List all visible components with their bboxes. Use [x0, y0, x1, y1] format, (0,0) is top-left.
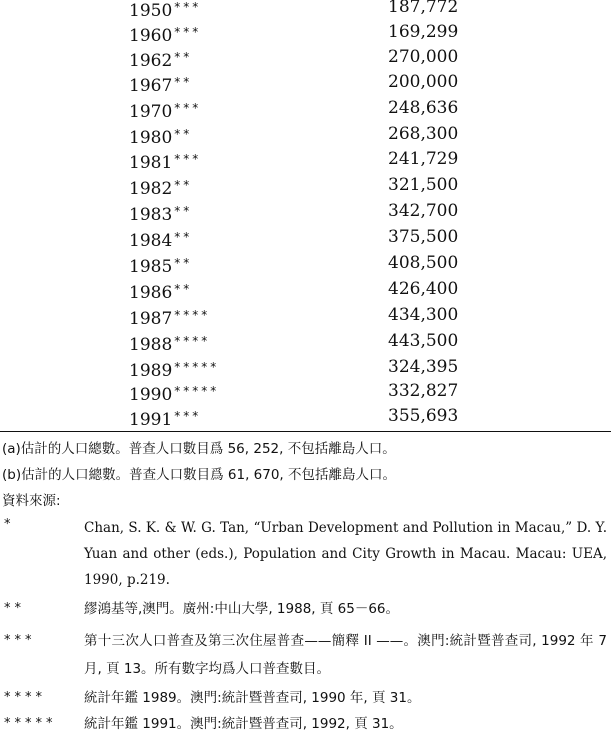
- source-marker: ***: [174, 409, 202, 423]
- table-row: [0, 0, 611, 21]
- source-marker: ***: [174, 101, 202, 115]
- population-cell: 324,395: [388, 357, 459, 377]
- year-cell: 1970 ***: [129, 101, 202, 122]
- year-cell: 1950 ***: [129, 0, 202, 21]
- sources-heading: 資料來源:: [2, 493, 61, 509]
- year-cell: 1987 ****: [129, 308, 211, 329]
- source-marker: ***: [174, 25, 202, 39]
- year-cell: 1991 ***: [129, 409, 202, 430]
- population-cell: 241,729: [388, 149, 459, 169]
- year-cell: 1984 **: [129, 230, 193, 251]
- population-cell: 248,636: [388, 98, 459, 118]
- source-marker: **: [174, 256, 193, 270]
- table-row: [0, 356, 611, 381]
- population-cell: 332,827: [388, 381, 459, 401]
- source-marker: **: [174, 75, 193, 89]
- table-row: [0, 252, 611, 277]
- table-row: [0, 200, 611, 225]
- table-row: [0, 46, 611, 71]
- source-text: 統計年鑑 1991。澳門:統計暨普查司, 1992, 頁 31。: [84, 716, 403, 732]
- source-marker: *****: [174, 384, 220, 398]
- source-text: 繆鴻基等,澳門。廣州:中山大學, 1988, 頁 65－66。: [84, 601, 400, 617]
- population-cell: 270,000: [388, 47, 459, 67]
- table-row: [0, 97, 611, 122]
- source-marker: **: [174, 282, 193, 296]
- source-text: 統計年鑑 1989。澳門:統計暨普查司, 1990 年, 頁 31。: [84, 690, 421, 706]
- source-marker: ****: [4, 690, 46, 705]
- source-marker: **: [174, 50, 193, 64]
- source-marker: *****: [174, 360, 220, 374]
- population-cell: 200,000: [388, 72, 459, 92]
- source-marker: ***: [174, 152, 202, 166]
- source-marker: *: [4, 517, 15, 532]
- table-row: [0, 278, 611, 303]
- year-cell: 1960 ***: [129, 25, 202, 46]
- source-text: 第十三次人口普查及第三次住屋普查——簡釋 II ——。澳門:統計暨普查司, 1992 年 7 月, 頁 13。所有數字均爲人口普查數目。: [84, 633, 607, 677]
- population-cell: 268,300: [388, 124, 459, 144]
- table-row: [0, 148, 611, 173]
- source-marker: ****: [174, 308, 211, 322]
- table-bottom-rule: [0, 431, 611, 432]
- table-row: [0, 174, 611, 199]
- source-marker: *****: [4, 716, 57, 731]
- source-marker: ****: [174, 334, 211, 348]
- population-cell: 408,500: [388, 253, 459, 273]
- table-row: [0, 304, 611, 329]
- population-cell: 443,500: [388, 331, 459, 351]
- population-cell: 342,700: [388, 201, 459, 221]
- source-text: Chan, S. K. & W. G. Tan, “Urban Development and Pollution in Macau,” D. Y. Yuan and other (eds.), Population and City Growth in Macau. Macau: UEA, 1990, p.219.: [84, 520, 607, 588]
- footnote-a: (a)估計的人口總數。普查人口數目爲 56, 252, 不包括離島人口。: [2, 441, 396, 457]
- footnote-b: (b)估計的人口總數。普查人口數目爲 61, 670, 不包括離島人口。: [2, 467, 397, 483]
- year-cell: 1980 **: [129, 127, 193, 148]
- table-row: [0, 330, 611, 355]
- source-marker: **: [174, 230, 193, 244]
- year-cell: 1988 ****: [129, 334, 211, 355]
- population-cell: 169,299: [388, 22, 459, 42]
- source-marker: **: [174, 204, 193, 218]
- source-marker: **: [174, 178, 193, 192]
- table-row: [0, 21, 611, 46]
- year-cell: 1983 **: [129, 204, 193, 225]
- population-cell: 375,500: [388, 227, 459, 247]
- population-cell: 355,693: [388, 406, 459, 426]
- population-cell: 426,400: [388, 279, 459, 299]
- year-cell: 1981 ***: [129, 152, 202, 173]
- year-cell: 1967 **: [129, 75, 193, 96]
- table-row: [0, 123, 611, 148]
- source-marker: **: [174, 127, 193, 141]
- source-marker: ***: [174, 0, 202, 14]
- population-cell: 434,300: [388, 305, 459, 325]
- year-cell: 1990 *****: [129, 384, 220, 405]
- table-row: [0, 71, 611, 96]
- table-row: [0, 226, 611, 251]
- year-cell: 1986 **: [129, 282, 193, 303]
- year-cell: 1962 **: [129, 50, 193, 71]
- year-cell: 1989 *****: [129, 360, 220, 381]
- source-marker: **: [4, 601, 25, 616]
- table-row: [0, 405, 611, 430]
- source-marker: ***: [4, 633, 36, 648]
- table-row: [0, 380, 611, 405]
- population-cell: 321,500: [388, 175, 459, 195]
- year-cell: 1982 **: [129, 178, 193, 199]
- year-cell: 1985 **: [129, 256, 193, 277]
- population-cell: 187,772: [388, 0, 459, 17]
